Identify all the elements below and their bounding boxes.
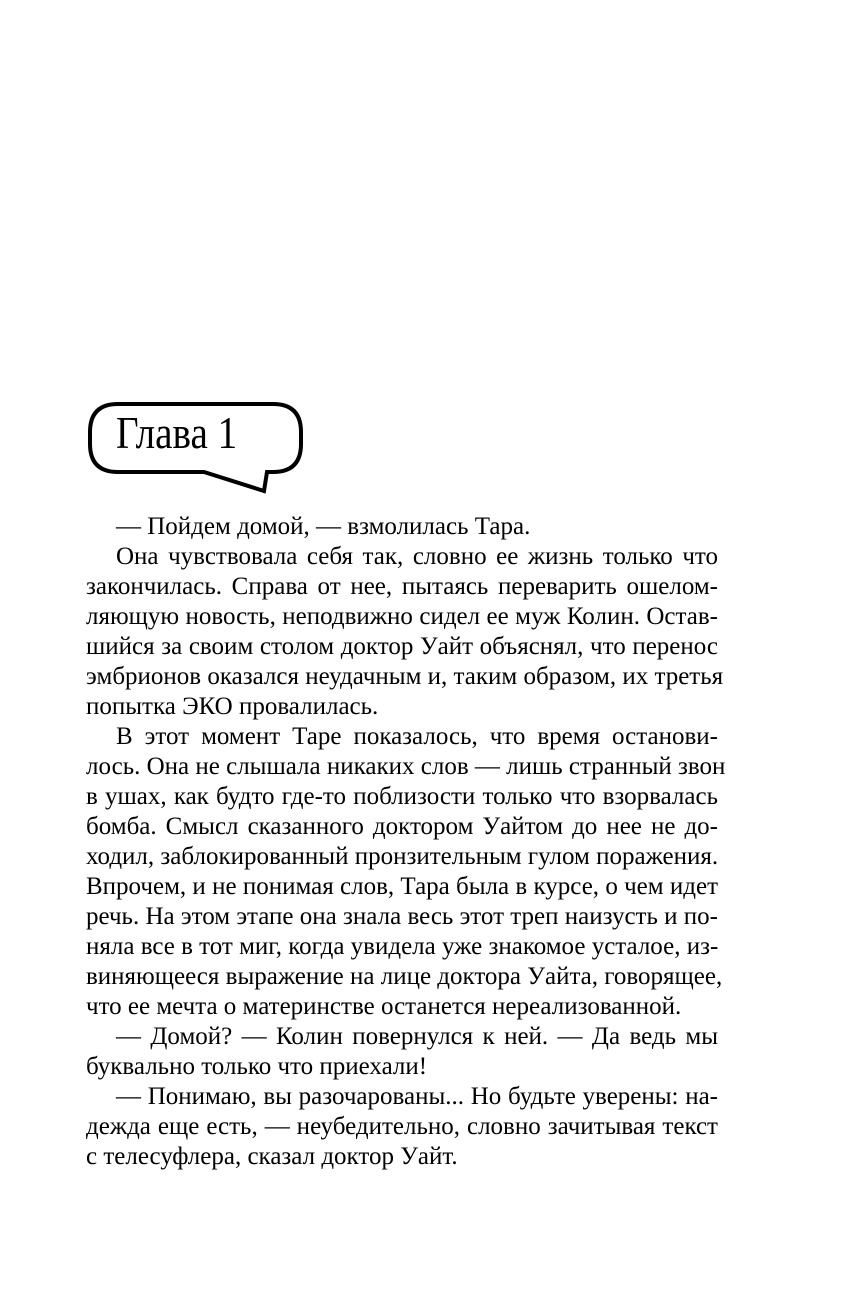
text-line: попытка ЭКО провалилась.: [86, 693, 379, 720]
text-line: — Домой? — Колин повернулся к ней. — Да ведь мы: [116, 1023, 718, 1050]
text-line: ходил, заблокированный пронзительным гулом поражения.: [86, 843, 719, 870]
text-line: в ушах, как будто где-то поблизости только что взорвалась: [86, 783, 718, 810]
chapter-bubble: [82, 396, 306, 496]
text-line: шийся за своим столом доктор Уайт объяснял, что перенос: [86, 633, 718, 660]
chapter-title: Глава 1: [116, 407, 238, 458]
text-line: ляющую новость, неподвижно сидел ее муж Колин. Остав-: [86, 603, 718, 630]
text-line: — Пойдем домой, — взмолилась Тара.: [116, 513, 531, 540]
text-line: с телесуфлера, сказал доктор Уайт.: [86, 1143, 458, 1170]
text-line: Она чувствовала себя так, словно ее жизнь только что: [116, 543, 718, 570]
text-block: [86, 512, 726, 1172]
text-line: буквально только что приехали!: [86, 1053, 428, 1080]
paragraph: [86, 722, 726, 1022]
text-line: В этот момент Таре показалось, что время останови-: [116, 723, 718, 750]
paragraph: [86, 1022, 718, 1082]
text-line: виняющееся выражение на лице доктора Уайта, говорящее,: [86, 963, 723, 990]
text-line: речь. На этом этапе она знала весь этот треп наизусть и по-: [86, 903, 718, 930]
text-line: что ее мечта о материнстве останется нереализованной.: [86, 993, 682, 1020]
text-line: бомба. Смысл сказанного доктором Уайтом до нее не до-: [86, 813, 718, 840]
text-line: эмбрионов оказался неудачным и, таким образом, их третья: [86, 663, 724, 690]
paragraph: [86, 1082, 718, 1172]
text-line: дежда еще есть, — неубедительно, словно зачитывая текст: [86, 1113, 718, 1140]
text-line: лось. Она не слышала никаких слов — лишь странный звон: [86, 753, 726, 780]
text-line: Впрочем, и не понимая слов, Тара была в курсе, о чем идет: [86, 873, 718, 900]
text-line: няла все в тот миг, когда увидела уже знакомое усталое, из-: [86, 933, 719, 960]
text-line: закончилась. Справа от нее, пытаясь переварить ошелом-: [86, 573, 718, 600]
paragraph: [86, 542, 724, 722]
text-line: — Понимаю, вы разочарованы... Но будьте уверены: на-: [116, 1083, 718, 1110]
paragraph: [86, 512, 718, 542]
